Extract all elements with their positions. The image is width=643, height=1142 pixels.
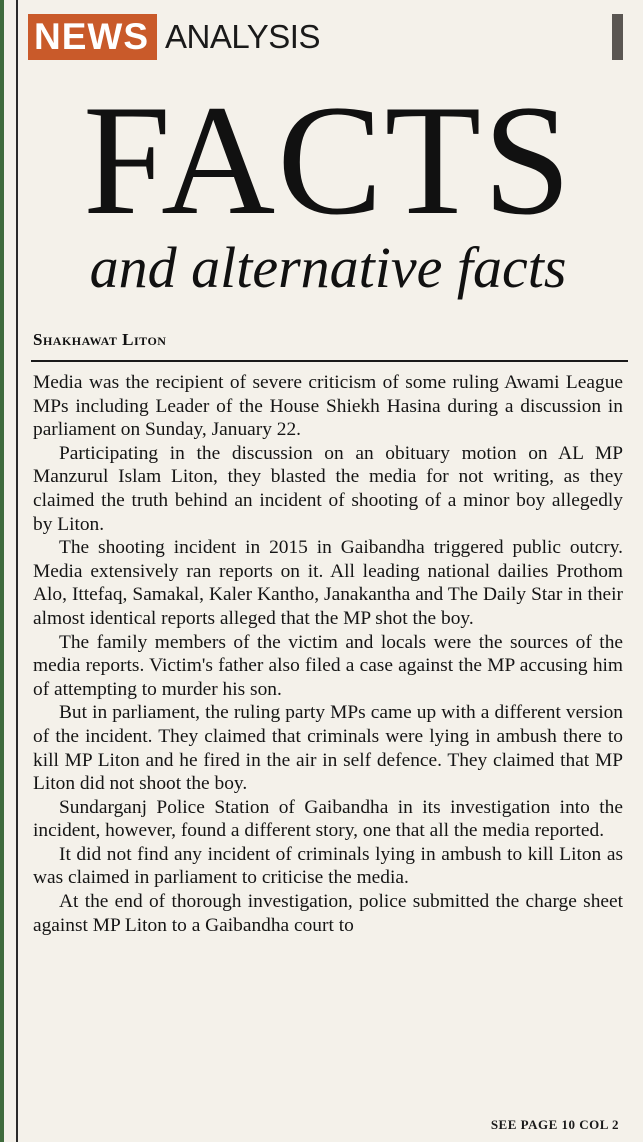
paragraph: Media was the recipient of severe criticism of some ruling Awami League MPs including Leader of the House Shiekh Hasina during a discussion in parliament on Sunday, January 22. [33,372,623,441]
paragraph: Sundarganj Police Station of Gaibandha in its investigation into the incident, however, found a different story, one that all the media reported. [33,796,623,842]
column-divider-rule [16,0,18,1142]
byline: Shakhawat Liton [33,330,167,349]
paragraph: But in parliament, the ruling party MPs came up with a different version of the incident. They claimed that criminals were lying in ambush there to kill MP Liton and he fired in the air in self defence. They claimed that MP Liton did not shoot the boy. [33,702,623,795]
section-label: ANALYSIS [165,18,320,55]
paragraph: The shooting incident in 2015 in Gaibandha triggered public outcry. Media extensively ran reports on it. All leading national dailies Prothom Alo, Ittefaq, Samakal, Kaler Kantho, Janakantha and The Daily Star in their almost identical reports alleged that the MP shot the boy. [33,537,623,629]
news-badge: NEWS [28,14,157,60]
byline-divider [31,360,628,362]
headline: FACTS [82,73,574,248]
corner-marker [612,14,623,60]
article-body [33,371,623,937]
continuation-jump: SEE PAGE 10 COL 2 [490,1117,619,1132]
section-masthead [28,14,320,60]
paragraph: The family members of the victim and locals were the sources of the media reports. Victim's father also filed a case against the MP accusing him of attempting to murder his son. [33,631,623,700]
subheadline: and alternative facts [89,235,567,300]
paragraph: At the end of thorough investigation, police submitted the charge sheet against MP Liton to a Gaibandha court to [33,891,623,936]
paragraph: Participating in the discussion on an obituary motion on AL MP Manzurul Islam Liton, they blasted the media for not writing, as they claimed the truth behind an incident of shooting of a minor boy allegedly by Liton. [33,442,623,535]
paragraph: It did not find any incident of criminals lying in ambush to kill Liton as was claimed in parliament to criticise the media. [33,843,623,889]
left-margin-green-rule [0,0,4,1142]
